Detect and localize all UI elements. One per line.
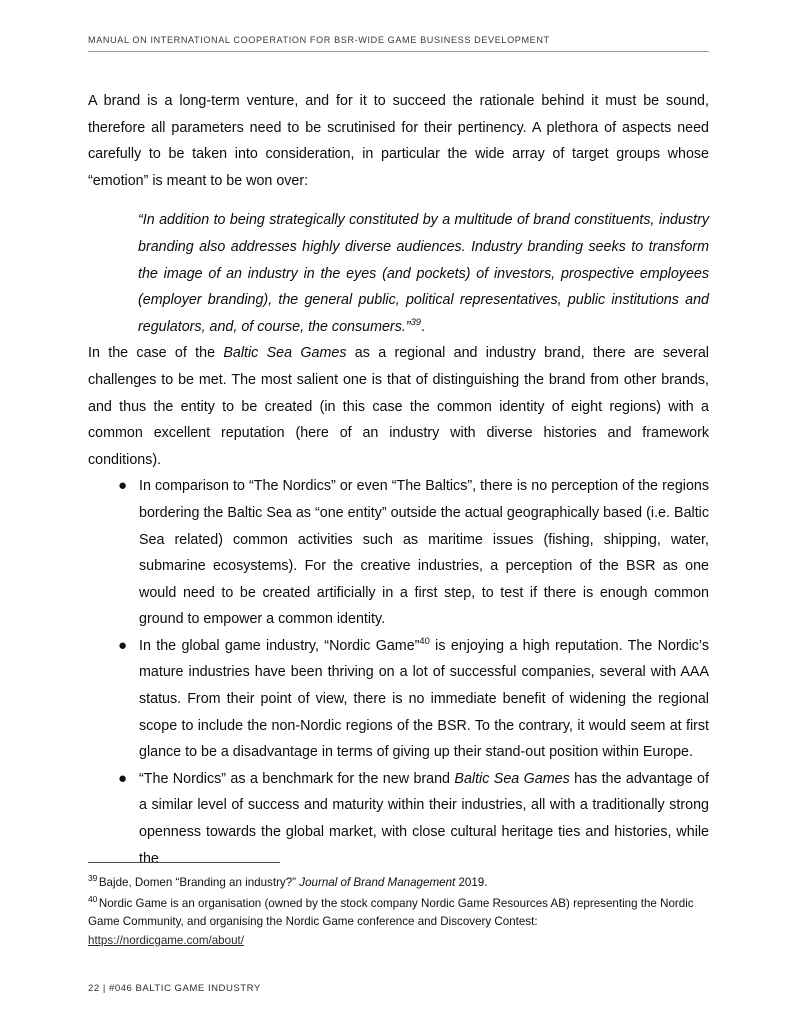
bullet-3-text xyxy=(139,771,709,867)
footnote-section xyxy=(88,862,709,952)
bullet-marker-icon: ● xyxy=(118,636,128,654)
brand-name-italic: Baltic Sea Games xyxy=(223,345,347,362)
footnote-40-link[interactable]: https://nordicgame.com/about/ xyxy=(88,933,244,947)
list-item xyxy=(88,633,709,766)
document-body xyxy=(88,88,709,872)
footnote-39-journal-title: Journal of Brand Management xyxy=(299,876,456,889)
list-item xyxy=(88,473,709,633)
page-footer: 22 | #046 BALTIC GAME INDUSTRY xyxy=(88,983,261,994)
blockquote-trailing-period: . xyxy=(421,318,425,335)
footnote-40-number: 40 xyxy=(88,893,98,904)
running-header-text: MANUAL ON INTERNATIONAL COOPERATION FOR BSR-WIDE GAME BUSINESS DEVELOPMENT xyxy=(88,35,550,45)
bullet-3-part1: “The Nordics” as a benchmark for the new brand xyxy=(139,770,455,787)
footnote-40-text: Nordic Game is an organisation (owned by the stock company Nordic Game Resources AB) representing the Nordic Game Community, and organising the Nordic Game conference and Discovery Contest: xyxy=(88,896,694,929)
para2-part1: In the case of the xyxy=(88,345,224,362)
bullet-2-part2: is enjoying a high reputation. The Nordic’s mature industries have been thriving on a lot of successful companies, several with AAA status. From their point of view, there is no immediate benefit of widening the regional scope to include the non-Nordic regions of the BSR. To the contrary, it would seem at first glance to be a disadvantage in terms of giving up their stand-out position within Europe. xyxy=(139,637,709,761)
blockquote-brand-constituents xyxy=(88,207,709,340)
para2-part2: as a regional and industry brand, there are several challenges to be met. The most salient one is that of distinguishing the brand from other brands, and thus the entity to be created (in this case the common identity of eight regions) with a common excellent reputation (here of an industry with diverse histories and framework conditions). xyxy=(88,345,709,468)
bullet-marker-icon: ● xyxy=(118,477,128,495)
bullet-1-text: In comparison to “The Nordics” or even “The Baltics”, there is no perception of the regions bordering the Baltic Sea as “one entity” outside the actual geographically based (i.e. Baltic Sea related) common activities such as maritime issues (fishing, shipping, water, submarine ecosystems). For the creative industries, a perception of the BSR as one would need to be created artificially in a first step, to test if there is enough common ground to empower a common identity. xyxy=(139,478,709,628)
footnote-39-part1: Bajde, Domen “Branding an industry?” xyxy=(98,876,300,889)
spacer xyxy=(88,194,709,207)
bullet-marker-icon: ● xyxy=(118,769,128,787)
footnote-ref-39[interactable]: 39 xyxy=(410,315,422,327)
running-header xyxy=(88,35,709,52)
brand-name-italic: Baltic Sea Games xyxy=(454,770,570,787)
footnote-divider xyxy=(88,862,280,863)
footnote-39-part2: 2019. xyxy=(455,876,488,889)
header-divider xyxy=(88,51,709,52)
paragraph-baltic-sea-games xyxy=(88,340,709,473)
bullet-list xyxy=(88,473,709,872)
list-item xyxy=(88,766,709,872)
footnote-39 xyxy=(88,874,709,893)
bullet-3-part2: has the advantage of a similar level of success and maturity within their industries, all with a traditionally strong openness towards the global market, with close cultural heritage ties and histories, while the xyxy=(139,770,709,867)
footnote-40 xyxy=(88,895,709,951)
bullet-2-part1: In the global game industry, “Nordic Game” xyxy=(139,637,420,654)
footnote-ref-40[interactable]: 40 xyxy=(419,635,430,647)
footnote-39-number: 39 xyxy=(88,873,98,884)
blockquote-text: “In addition to being strategically constituted by a multitude of brand constituents, industry branding also addresses highly diverse audiences. Industry branding seeks to transform the image of an industry in the eyes (and pockets) of investors, prospective employees (employer branding), the general public, political representatives, public institutions and regulators, and, of course, the consumers.” xyxy=(138,212,709,335)
bullet-2-text xyxy=(139,635,709,761)
paragraph-intro: A brand is a long-term venture, and for it to succeed the rationale behind it must be sound, therefore all parameters need to be scrutinised for their pertinency. A plethora of aspects need carefully to be taken into consideration, in particular the wide array of target groups whose “emotion” is meant to be won over: xyxy=(88,93,709,189)
